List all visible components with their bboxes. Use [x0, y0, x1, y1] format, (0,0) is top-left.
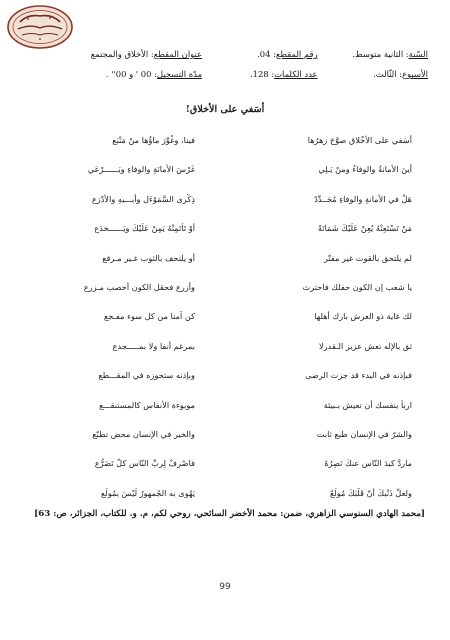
verse-first-half: لم يلتحق بالقوت غير مفتّر [323, 252, 412, 263]
verse-first-half: ماردَّ كيدَ النّاسِ عنكَ نَصِرُهُ [324, 458, 412, 469]
verse [40, 311, 412, 340]
poem-title: أسَفي على الأخلاق! [185, 104, 265, 115]
verse-first-half: مَنْ تَسْتَعِنْهُ يُعِنْ عَلَيْكَ شَمَاتَةً [317, 223, 412, 234]
verse-second-half: والخير في الإنسان محض تطبّع [92, 428, 195, 439]
header-word-count: عدد الكلمات: 128. [250, 69, 318, 79]
verse-first-half: أينَ الأمانةُ والوفاءُ ومنْ يَـلِي [318, 164, 412, 175]
verse-second-half: أوْ تَأْتَمِنْهُ يَمِنْ عَلَيْكَ ويَــــــخدَعِ [94, 223, 195, 234]
header-section-number: رقم المقطع: 04. [257, 49, 318, 59]
verse [40, 164, 412, 193]
verse-second-half: فاصْرِفْ لِربِّ النّاسِ كلّ تَضَرُّعِ [94, 458, 195, 469]
page-number: 99 [219, 582, 231, 592]
verse-first-half: يا شعب إن الكون حفلك فاحترث [302, 281, 412, 292]
verse-first-half: اربأ بنفسك أن تعيش بـبيئة [323, 399, 412, 410]
verse-second-half: كن آمنا من كل سوء مفـجع [104, 311, 195, 322]
header-section-title: عنوان المقطع: الأخلاق والمجتمع [90, 49, 202, 59]
verse-second-half: فينا، وغُوِّرَ ماؤُها منْ مَنْبَعِ [112, 135, 195, 145]
header-info [72, 44, 428, 84]
verse-second-half: بمرغم أنفا ولا بمـــــجدع [112, 340, 195, 351]
verse-second-half: غَرْسَ الأمانَةِ والوفاءِ ويَــــــرْعَي [87, 164, 195, 175]
source-citation: [محمد الهادي السنوسي الزاهري، ضمن: محمد الأخضر السائحي، روحي لكم، م. و. للكتاب، الجزائر، ص: 63] [34, 509, 425, 519]
verse-first-half: أسَفي على الأَخْلاقِ صوَّحَ زهرُها [307, 135, 412, 145]
verse-second-half: أو يلتحف بالثوب غـير مـرقع [102, 252, 195, 263]
verse-first-half: والشرّ في الإنسان طبع ثابت [316, 428, 412, 439]
verse-first-half: ثق بالإله تعش عزيز الـقدرلا [319, 340, 412, 351]
poem-body [40, 135, 412, 517]
verse-second-half: وبإذنه ستحوزه في المقـــطع [98, 370, 195, 381]
verse-first-half: ولعلَّ ذَنْبكَ أنّ قَلْبَكَ مُولَعٌ [329, 487, 412, 498]
verse-second-half: موبوءة الأنفاس كالمستنقـــع [99, 399, 195, 410]
verse [40, 400, 412, 429]
verse [40, 429, 412, 458]
verse-second-half: وأزرع فحقل الكون أخصب مـزرع [83, 281, 195, 292]
verse [40, 458, 412, 487]
verse-first-half: فبإذنه في البدء قد جزت الرضى [305, 370, 412, 381]
verse [40, 253, 412, 282]
verse-second-half: يَهْوى به الجُمهورُ لَيْسَ بِمُولَعِ [100, 487, 195, 498]
header-row-2 [72, 64, 428, 84]
verse [40, 282, 412, 311]
header-recording-duration: مدّة التسجيل: 00 ' و 00'' . [105, 69, 202, 79]
verse-first-half: هَلْ في الأمانةِ والوفاءِ مُجَــدِّدٌ [314, 193, 412, 204]
verse-second-half: ذِكْرى السَّمَوْءَلِ وأبِـــيهِ والأدْرَعِ [91, 193, 195, 204]
verse [40, 135, 412, 164]
verse [40, 223, 412, 252]
header-week: الأسبوع: الثّالث. [373, 69, 428, 79]
verse [40, 341, 412, 370]
seal-logo-icon [6, 4, 74, 50]
header-year: السّنة: الثانية متوسط. [352, 49, 428, 59]
header-row-1 [72, 44, 428, 64]
verse [40, 370, 412, 399]
verse [40, 194, 412, 223]
verse-first-half: لك غاية ذو العرش بارك أهلها [314, 311, 412, 322]
